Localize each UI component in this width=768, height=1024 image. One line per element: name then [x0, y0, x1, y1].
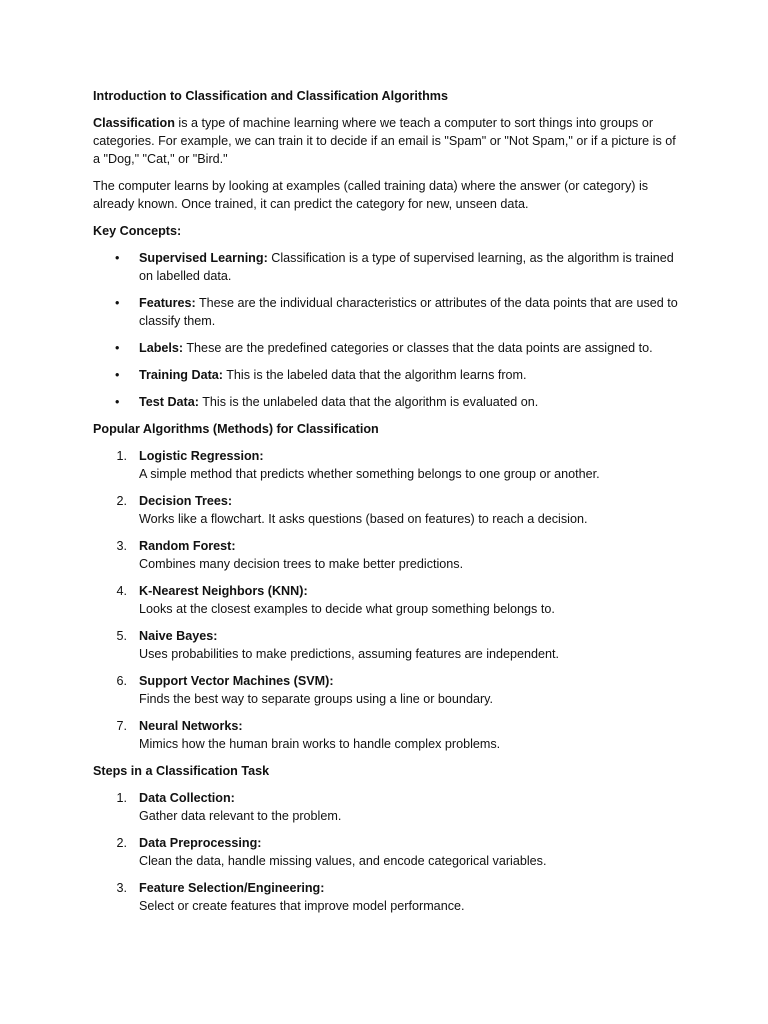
- step-name: Data Collection:: [139, 791, 235, 805]
- algorithm-desc: A simple method that predicts whether something belongs to one group or another.: [139, 467, 600, 481]
- item-number: 2.: [116, 836, 127, 850]
- list-item: [93, 717, 678, 753]
- concept-text: Classification is a type of supervised learning, as the algorithm is trained on labelled data.: [139, 251, 674, 283]
- item-number: 2.: [116, 494, 127, 508]
- steps-list: [93, 789, 678, 915]
- list-item: [93, 537, 678, 573]
- algorithm-name: Random Forest:: [139, 539, 236, 553]
- algorithm-name: Neural Networks:: [139, 719, 243, 733]
- list-item: [93, 582, 678, 618]
- bullet-icon: •: [115, 368, 120, 382]
- list-item: [93, 249, 678, 285]
- list-item: [93, 789, 678, 825]
- item-number: 4.: [116, 584, 127, 598]
- intro-paragraph: [93, 114, 678, 168]
- concept-term: Features:: [139, 296, 196, 310]
- algorithms-heading: Popular Algorithms (Methods) for Classification: [93, 422, 379, 436]
- list-item: [93, 366, 678, 384]
- list-item: [93, 627, 678, 663]
- item-number: 3.: [116, 539, 127, 553]
- item-number: 6.: [116, 674, 127, 688]
- item-number: 1.: [116, 449, 127, 463]
- concept-text: These are the individual characteristics or attributes of the data points that are used to classify them.: [139, 296, 678, 328]
- step-desc: Select or create features that improve model performance.: [139, 899, 465, 913]
- step-desc: Gather data relevant to the problem.: [139, 809, 342, 823]
- bullet-icon: •: [115, 395, 120, 409]
- concept-term: Labels:: [139, 341, 184, 355]
- document-title: Introduction to Classification and Classification Algorithms: [93, 89, 448, 103]
- list-item: [93, 447, 678, 483]
- list-item: [93, 672, 678, 708]
- item-number: 1.: [116, 791, 127, 805]
- concept-term: Training Data:: [139, 368, 223, 382]
- item-number: 7.: [116, 719, 127, 733]
- algorithms-list: [93, 447, 678, 753]
- algorithm-desc: Looks at the closest examples to decide what group something belongs to.: [139, 602, 555, 616]
- concept-term: Supervised Learning:: [139, 251, 268, 265]
- algorithm-name: Logistic Regression:: [139, 449, 264, 463]
- list-item: [93, 393, 678, 411]
- list-item: [93, 294, 678, 330]
- algorithm-desc: Mimics how the human brain works to handle complex problems.: [139, 737, 501, 751]
- intro-term: Classification: [93, 116, 175, 130]
- concept-text: These are the predefined categories or classes that the data points are assigned to.: [183, 341, 653, 355]
- bullet-icon: •: [115, 251, 120, 265]
- list-item: [93, 834, 678, 870]
- concept-text: This is the labeled data that the algorithm learns from.: [222, 368, 527, 382]
- list-item: [93, 339, 678, 357]
- algorithm-desc: Uses probabilities to make predictions, assuming features are independent.: [139, 647, 560, 661]
- step-name: Data Preprocessing:: [139, 836, 262, 850]
- algorithm-name: Naive Bayes:: [139, 629, 218, 643]
- algorithm-name: Support Vector Machines (SVM):: [139, 674, 334, 688]
- step-name: Feature Selection/Engineering:: [139, 881, 325, 895]
- algorithm-desc: Combines many decision trees to make better predictions.: [139, 557, 464, 571]
- training-paragraph: The computer learns by looking at examples (called training data) where the answer (or category) is already known. Once trained, it can predict the category for new, unseen data.: [93, 179, 649, 211]
- item-number: 5.: [116, 629, 127, 643]
- step-desc: Clean the data, handle missing values, and encode categorical variables.: [139, 854, 547, 868]
- list-item: [93, 492, 678, 528]
- key-concepts-list: [93, 249, 678, 411]
- document-body: [93, 87, 678, 924]
- algorithm-name: Decision Trees:: [139, 494, 233, 508]
- list-item: [93, 879, 678, 915]
- key-concepts-heading: Key Concepts:: [93, 224, 182, 238]
- algorithm-desc: Works like a flowchart. It asks questions (based on features) to reach a decision.: [139, 512, 588, 526]
- algorithm-name: K-Nearest Neighbors (KNN):: [139, 584, 308, 598]
- bullet-icon: •: [115, 341, 120, 355]
- bullet-icon: •: [115, 296, 120, 310]
- item-number: 3.: [116, 881, 127, 895]
- intro-text: is a type of machine learning where we teach a computer to sort things into groups or categories. For example, we can train it to decide if an email is "Spam" or "Not Spam," or if a picture is of a "Dog," "Cat," or "Bird.": [93, 116, 676, 166]
- steps-heading: Steps in a Classification Task: [93, 764, 270, 778]
- concept-text: This is the unlabeled data that the algorithm is evaluated on.: [198, 395, 539, 409]
- algorithm-desc: Finds the best way to separate groups using a line or boundary.: [139, 692, 494, 706]
- concept-term: Test Data:: [139, 395, 199, 409]
